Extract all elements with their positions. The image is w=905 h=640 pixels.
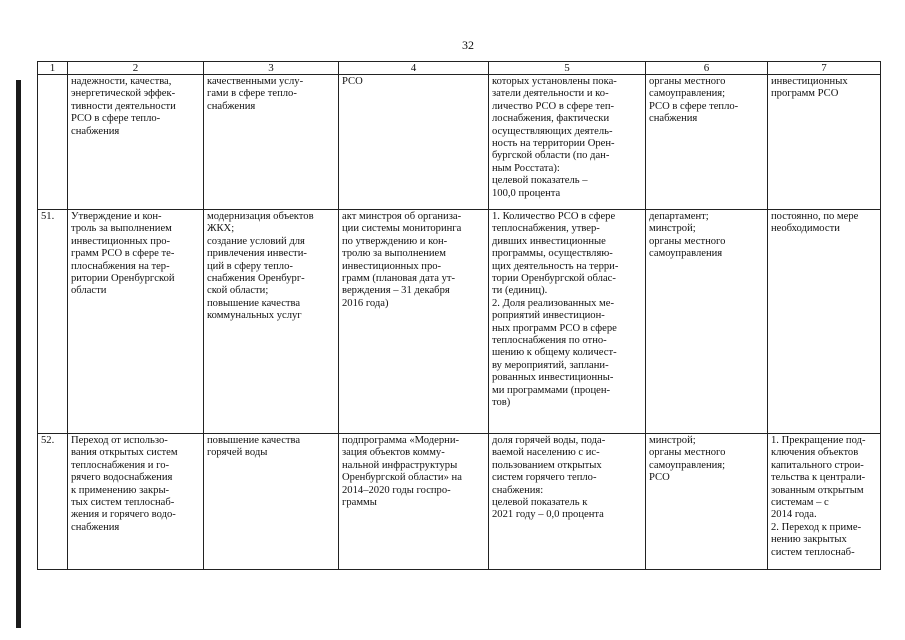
indicator-cell: которых установлены пока- затели деятельности и ко- личество РСО в сфере теп- лоснабжения, фактически осуществляющих деятель- ность на территории Орен- бургской области (по дан- ным Росстата): целевой показатель – 100,0 процента	[489, 75, 646, 210]
header-cell: 5	[489, 62, 646, 75]
table-row	[38, 210, 881, 434]
header-cell: 3	[204, 62, 339, 75]
responsible-cell: органы местного самоуправления; РСО в сфере тепло- снабжения	[646, 75, 768, 210]
responsible-cell: департамент; минстрой; органы местного самоуправления	[646, 210, 768, 434]
deadline-cell: 1. Прекращение под- ключения объектов капитального строи- тельства к централи- зованным открытым системам – с 2014 года. 2. Переход к приме- нению закрытых систем теплоснаб-	[768, 434, 881, 570]
expected-result-cell: качественными услу- гами в сфере тепло- снабжения	[204, 75, 339, 210]
indicator-cell: 1. Количество РСО в сфере теплоснабжения, утвер- дивших инвестиционные программы, осуществляю- щих деятельность на терри- тории Оренбургской облас- ти (единиц). 2. Доля реализованных ме- роприятий инвестицион- ных программ РСО в сфере теплоснабжения по отно- шению к общему количест- ву мероприятий, заплани- рованных инвестиционны- ми программами (процен- тов)	[489, 210, 646, 434]
measure-name-cell: Утверждение и кон- троль за выполнением инвестиционных про- грамм РСО в сфере те- плоснабжения на тер- ритории Оренбургской области	[68, 210, 204, 434]
page-number: 32	[462, 38, 474, 52]
table-row	[38, 75, 881, 210]
responsible-cell: минстрой; органы местного самоуправления; РСО	[646, 434, 768, 570]
deadline-cell: инвестиционных программ РСО	[768, 75, 881, 210]
row-number-cell: 51.	[38, 210, 68, 434]
row-number-cell	[38, 75, 68, 210]
header-cell: 7	[768, 62, 881, 75]
header-cell: 4	[339, 62, 489, 75]
deadline-cell: постоянно, по мере необходимости	[768, 210, 881, 434]
table-row	[38, 434, 881, 570]
scan-edge-bar	[16, 80, 21, 628]
header-row	[38, 62, 881, 75]
header-cell: 1	[38, 62, 68, 75]
header-cell: 6	[646, 62, 768, 75]
measures-table	[37, 61, 881, 570]
expected-result-cell: повышение качества горячей воды	[204, 434, 339, 570]
measure-name-cell: надежности, качества, энергетической эффек- тивности деятельности РСО в сфере тепло- снабжения	[68, 75, 204, 210]
indicator-cell: доля горячей воды, пода- ваемой населению с ис- пользованием открытых систем горячего тепло- снабжения: целевой показатель к 2021 году – 0,0 процента	[489, 434, 646, 570]
measure-name-cell: Переход от использо- вания открытых систем теплоснабжения и го- рячего водоснабжения к применению закры- тых систем теплоснаб- жения и горячего водо- снабжения	[68, 434, 204, 570]
document-type-cell: акт минстроя об организа- ции системы мониторинга по утверждению и кон- тролю за выполнением инвестиционных про- грамм (плановая дата ут- верждения – 31 декабря 2016 года)	[339, 210, 489, 434]
row-number-cell: 52.	[38, 434, 68, 570]
expected-result-cell: модернизация объектов ЖКХ; создание условий для привлечения инвести- ций в сферу тепло- снабжения Оренбург- ской области; повышение качества коммунальных услуг	[204, 210, 339, 434]
document-type-cell: подпрограмма «Модерни- зация объектов комму- нальной инфраструктуры Оренбургской области» на 2014–2020 годы госпро- граммы	[339, 434, 489, 570]
document-type-cell: РСО	[339, 75, 489, 210]
header-cell: 2	[68, 62, 204, 75]
